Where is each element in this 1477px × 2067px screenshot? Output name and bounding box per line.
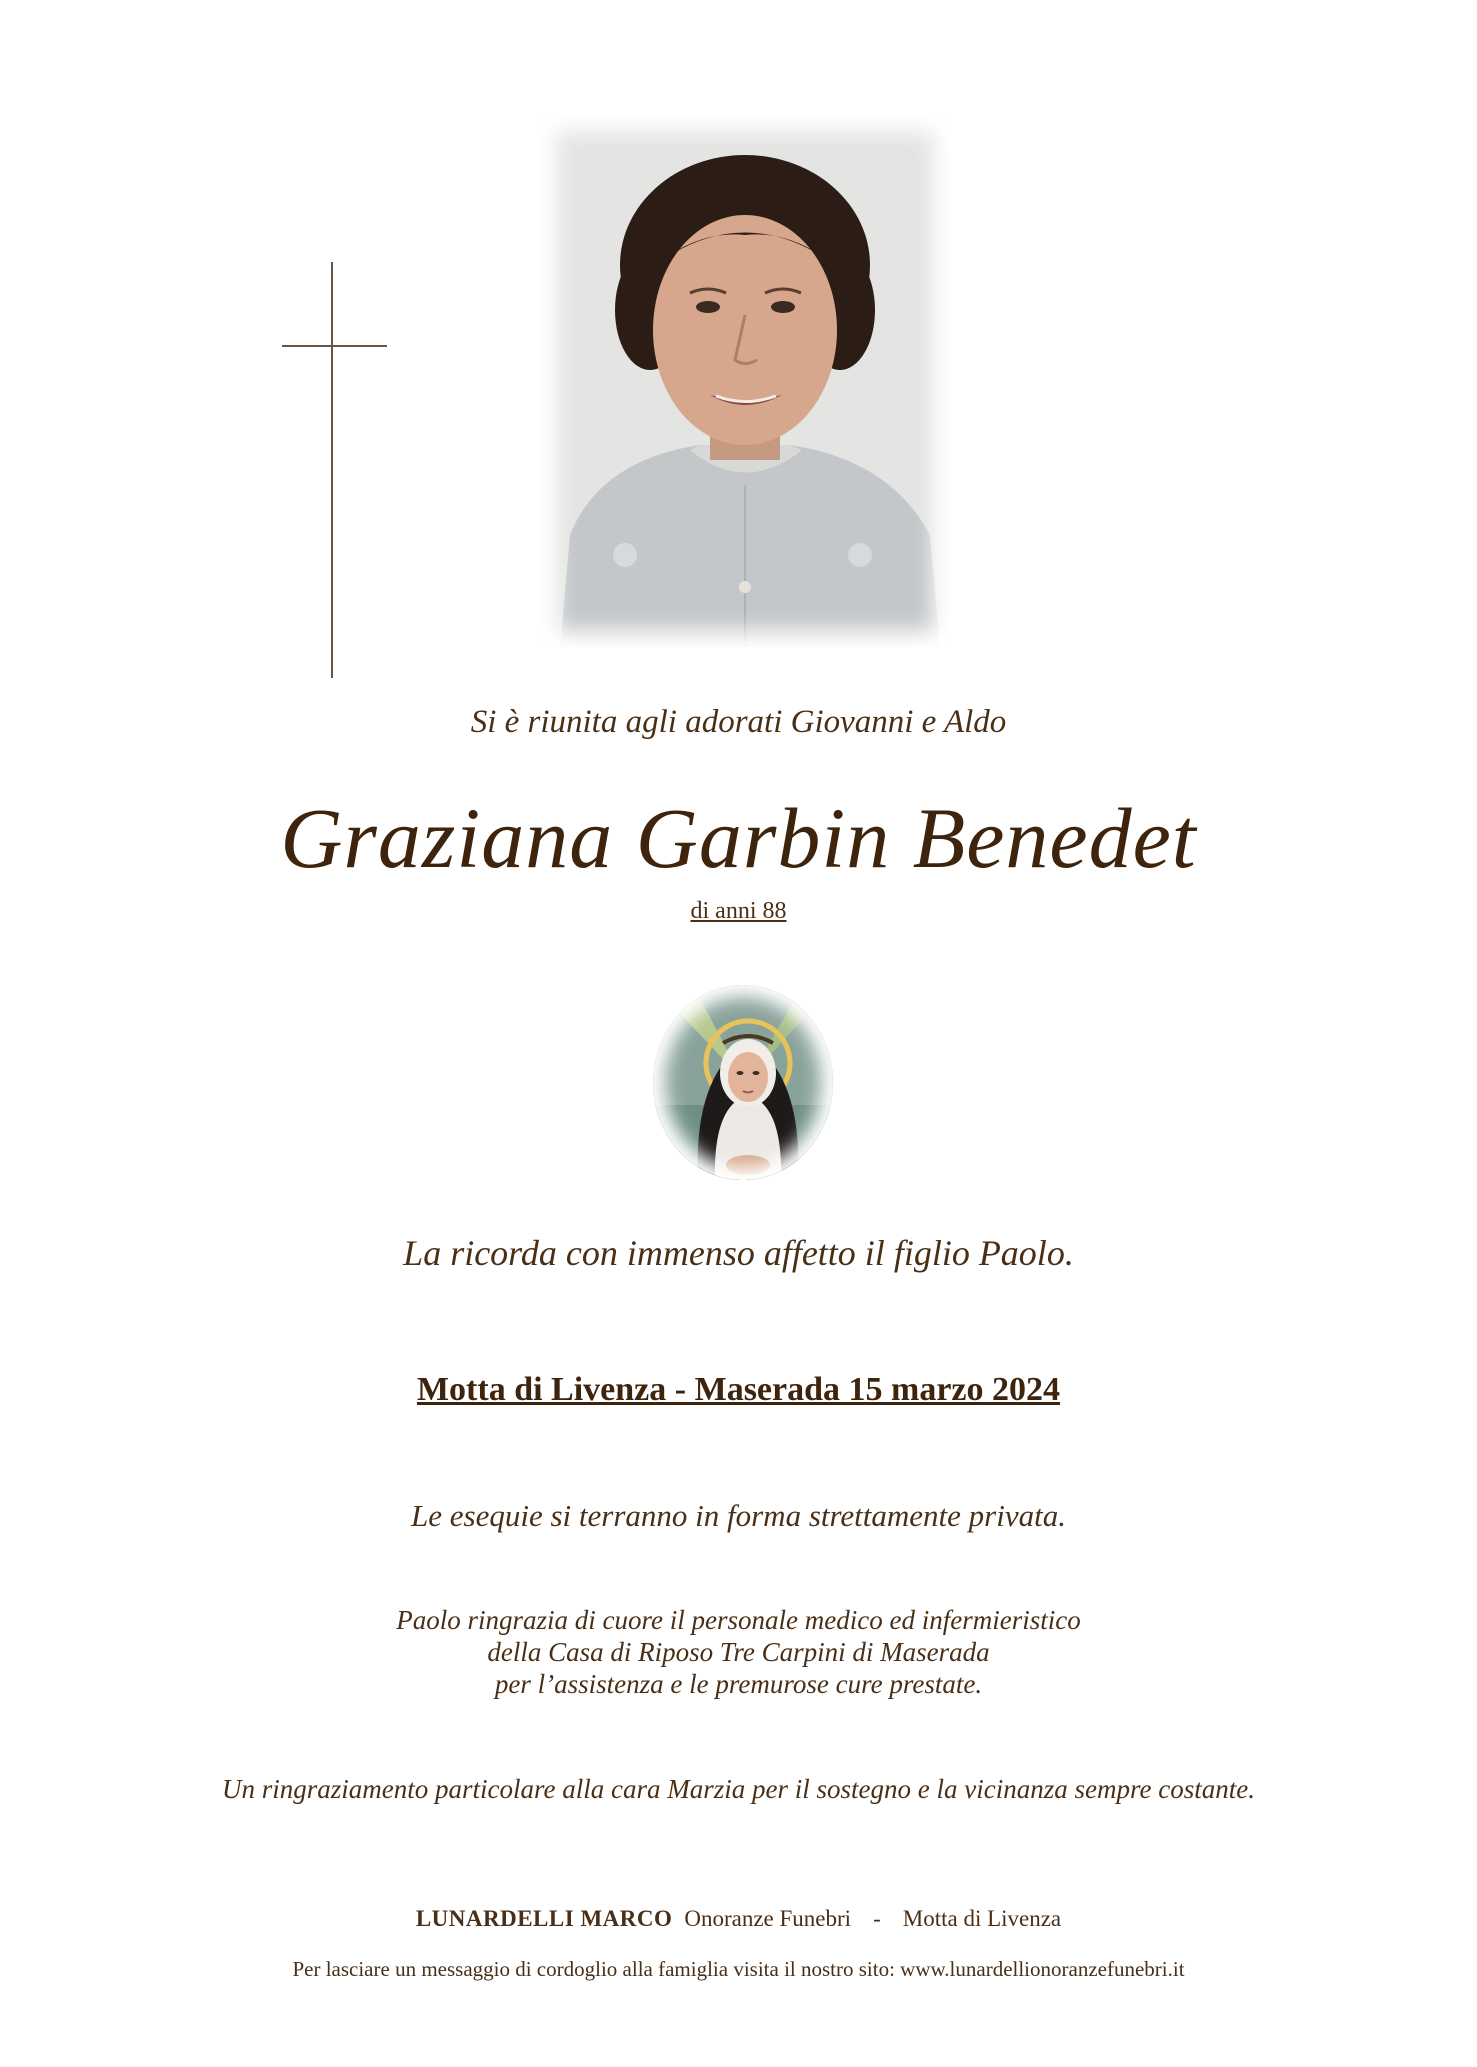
footer-message: Per lasciare un messaggio di cordoglio alla famiglia visita il nostro sito: www.lunardellionoranzefunebri.it bbox=[292, 1957, 1185, 1981]
remembrance-text: La ricorda con immenso affetto il figlio Paolo. bbox=[403, 1233, 1074, 1273]
footer-separator: - bbox=[873, 1906, 881, 1931]
age: di anni 88 bbox=[690, 898, 787, 924]
special-thanks: Un ringraziamento particolare alla cara Marzia per il sostegno e la vicinanza sempre costante. bbox=[222, 1774, 1255, 1804]
saint-vignette bbox=[653, 985, 833, 1180]
cross-horizontal bbox=[282, 345, 387, 347]
thanks-line-1: Paolo ringrazia di cuore il personale medico ed infermieristico bbox=[396, 1605, 1081, 1635]
footer-company-line bbox=[0, 1906, 1477, 1932]
company-town: Motta di Livenza bbox=[902, 1906, 1062, 1931]
portrait-photo bbox=[540, 115, 950, 647]
place-date: Motta di Livenza - Maserada 15 marzo 2024 bbox=[416, 1371, 1061, 1408]
thanks-line-2: della Casa di Riposo Tre Carpini di Maserada bbox=[487, 1637, 990, 1667]
thanks-line-3: per l’assistenza e le premurose cure prestate. bbox=[494, 1669, 983, 1699]
company-service: Onoranze Funebri bbox=[684, 1906, 852, 1931]
deceased-name: Graziana Garbin Benedet bbox=[280, 790, 1197, 886]
funeral-notice: Le esequie si terranno in forma strettamente privata. bbox=[411, 1498, 1066, 1533]
company-name: LUNARDELLI MARCO bbox=[415, 1906, 673, 1931]
subtitle: Si è riunita agli adorati Giovanni e Aldo bbox=[470, 704, 1007, 740]
cross-vertical bbox=[331, 262, 333, 678]
saint-rita-image bbox=[653, 985, 833, 1180]
thanks-paragraph bbox=[0, 1604, 1477, 1700]
